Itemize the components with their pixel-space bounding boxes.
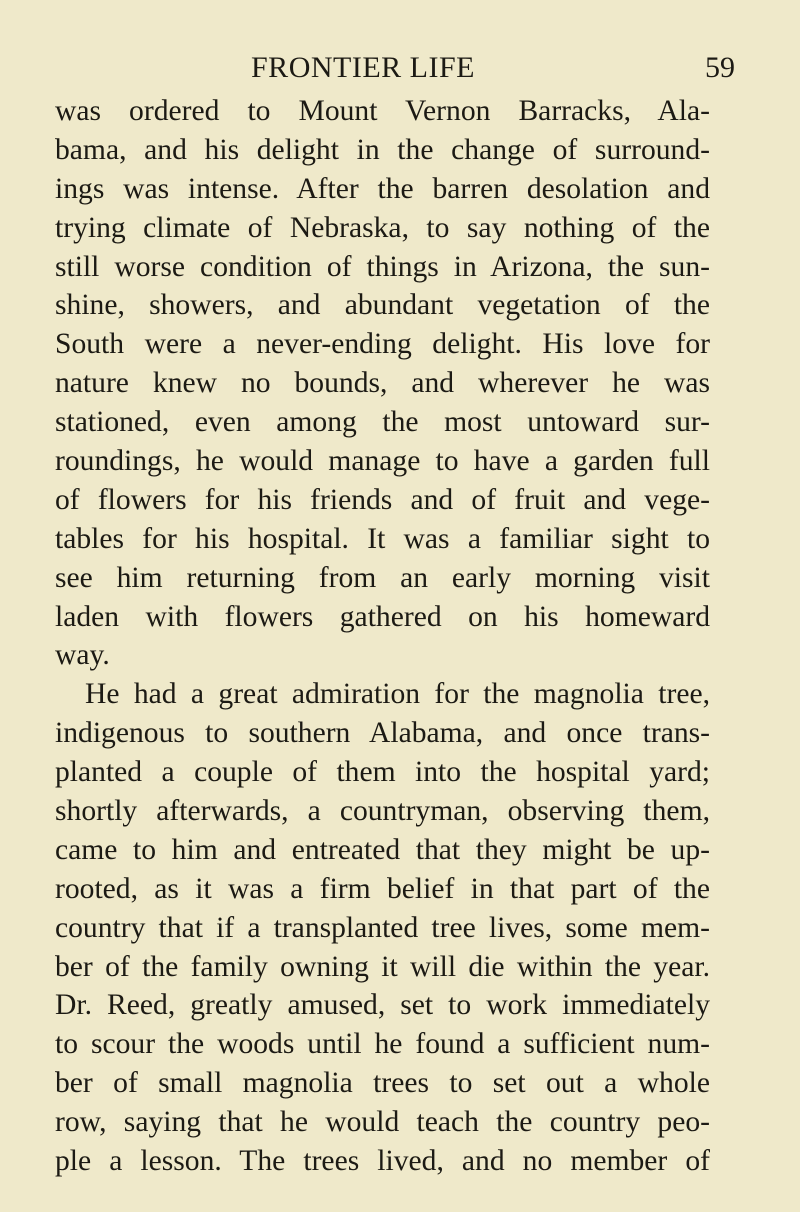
text-line: see him returning from an early morning visit [55,561,710,594]
text-line: bama, and his delight in the change of surround- [55,133,710,166]
running-head: FRONTIER LIFE [251,51,475,84]
text-line: row, saying that he would teach the country peo- [55,1106,710,1139]
text-line: trying climate of Nebraska, to say nothing of the [55,211,710,244]
paragraph-start-line: He had a great admiration for the magnolia tree, [85,678,710,711]
page-number: 59 [705,51,735,84]
text-line: nature knew no bounds, and wherever he was [55,367,710,400]
text-line: ber of small magnolia trees to set out a whole [55,1067,710,1100]
text-line: stationed, even among the most untoward sur- [55,406,710,439]
text-line: ple a lesson. The trees lived, and no member of [55,1145,710,1178]
text-line: shortly afterwards, a countryman, observing them, [55,795,710,828]
text-line: South were a never-ending delight. His love for [55,328,710,361]
text-line: roundings, he would manage to have a garden full [55,445,710,478]
text-line: of flowers for his friends and of fruit and vege- [55,483,710,516]
text-line: tables for his hospital. It was a familiar sight to [55,522,710,555]
text-line: country that if a transplanted tree lives, some mem- [55,911,710,944]
text-line: ings was intense. After the barren desolation and [55,172,710,205]
text-line: shine, showers, and abundant vegetation of the [55,289,710,322]
page-header [0,48,800,88]
text-line: came to him and entreated that they might be up- [55,833,710,866]
text-line: was ordered to Mount Vernon Barracks, Ala- [55,95,710,127]
text-line: laden with flowers gathered on his homeward [55,600,710,633]
text-line: rooted, as it was a firm belief in that part of the [55,872,710,905]
body-text [55,92,710,1181]
text-line: to scour the woods until he found a sufficient num- [55,1028,710,1061]
text-line: ber of the family owning it will die within the year. [55,950,710,983]
text-line: way. [55,639,110,672]
text-line: still worse condition of things in Arizona, the sun- [55,250,710,283]
text-line: planted a couple of them into the hospital yard; [55,756,710,789]
text-line: indigenous to southern Alabama, and once trans- [55,717,710,750]
text-line: Dr. Reed, greatly amused, set to work immediately [55,989,710,1022]
